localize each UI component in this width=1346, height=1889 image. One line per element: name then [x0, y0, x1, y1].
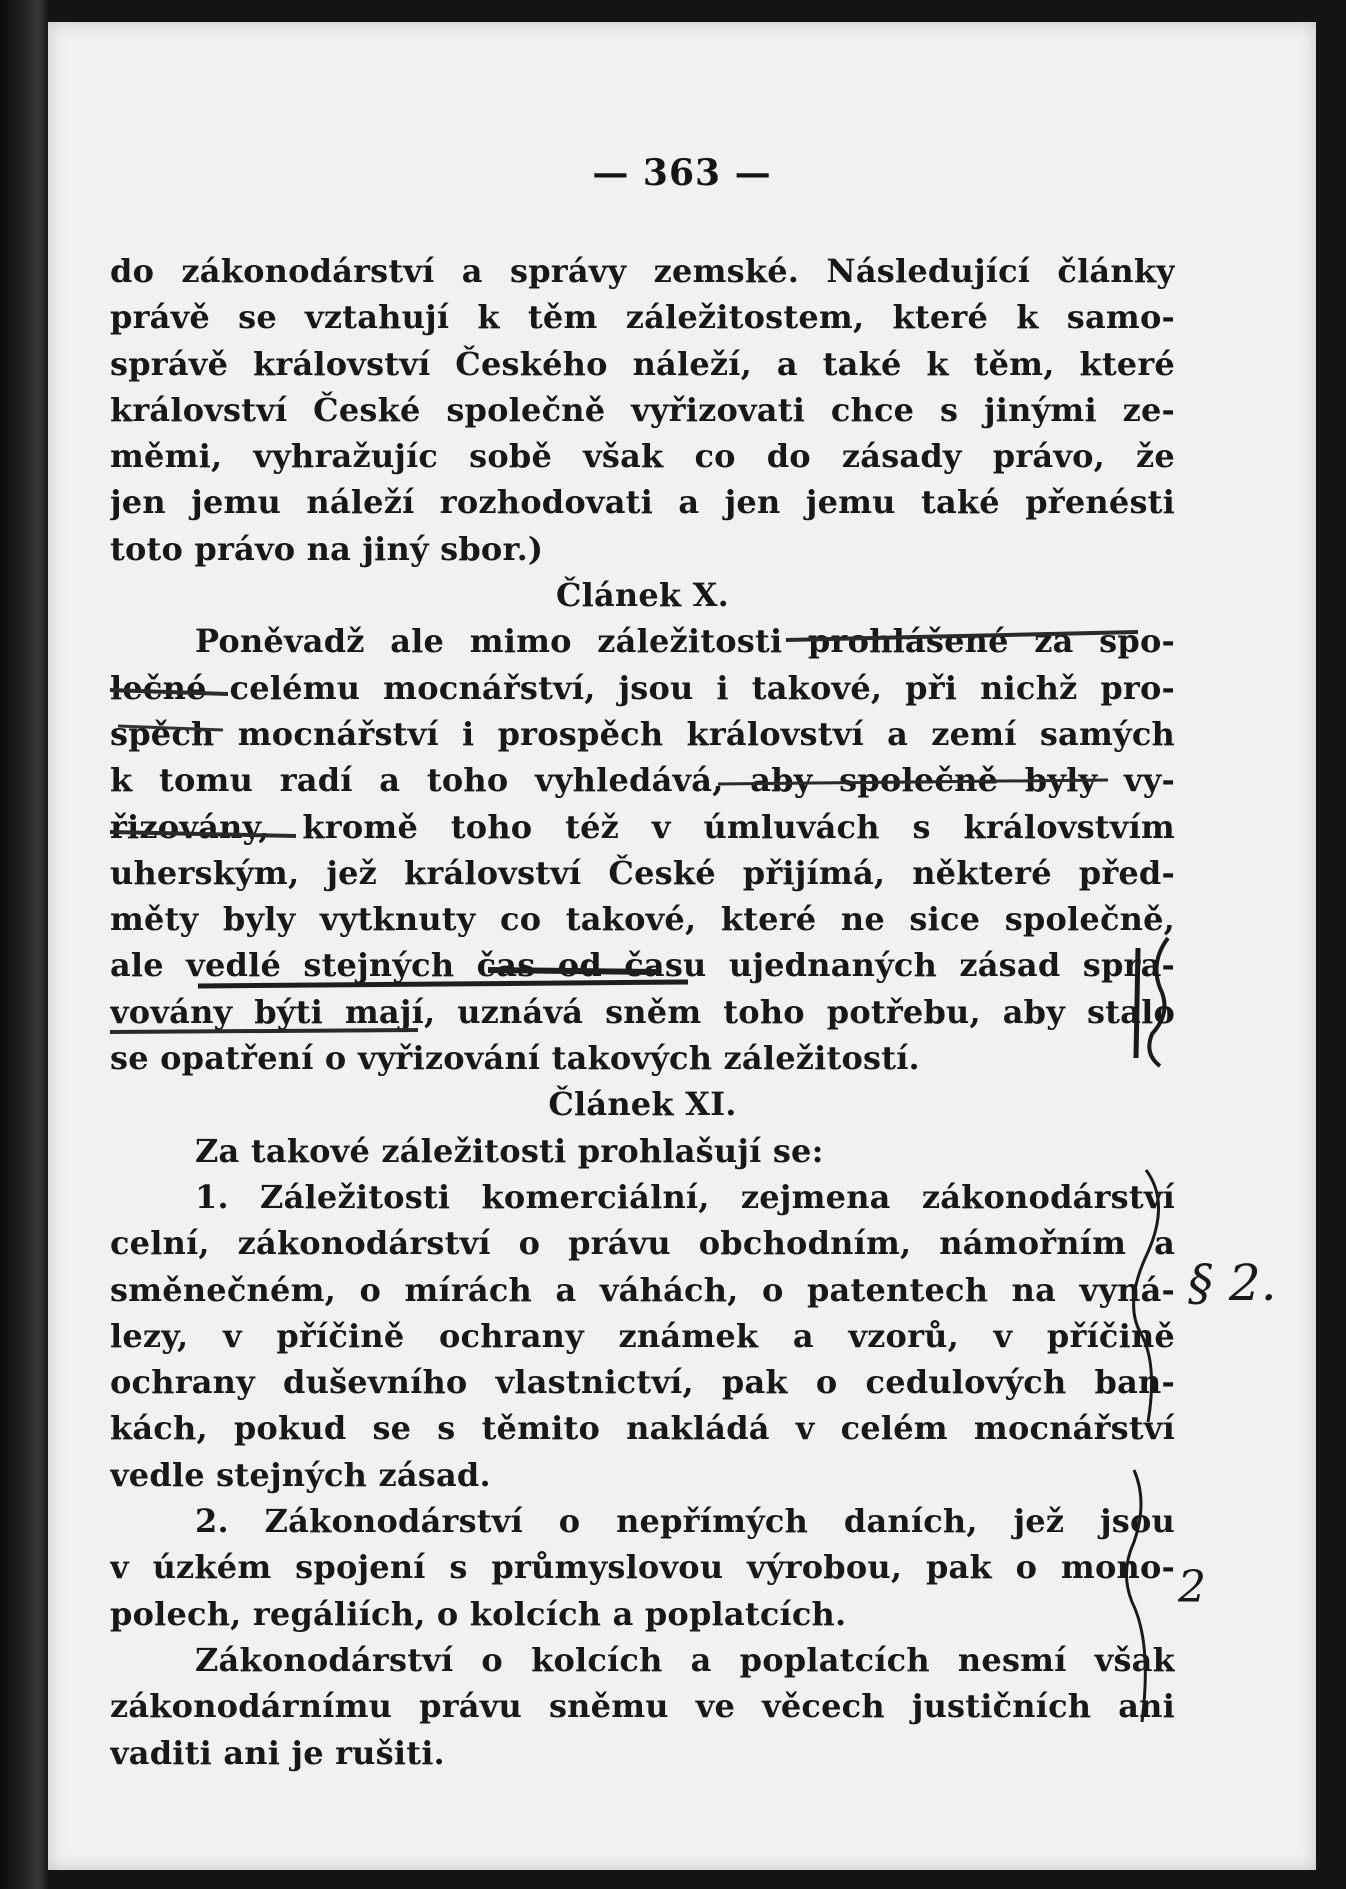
underline-mark: [488, 970, 658, 972]
underline-mark: [198, 982, 688, 986]
text-line: uherským, jež království České přijímá, některé před-: [110, 853, 1175, 892]
text-line: měty byly vytknuty co takové, které ne sice společně,: [110, 900, 1175, 939]
text-line: polech, regáliích, o kolcích a poplatcích.: [110, 1594, 847, 1633]
text-line: směnečném, o mírách a váhách, o patentech na vyná-: [110, 1270, 1175, 1309]
text-line: Za takové záležitosti prohlašují se:: [195, 1131, 824, 1170]
text-line: 1. Záležitosti komerciální, zejmena zákonodárství: [195, 1177, 1175, 1216]
underline-mark: [118, 726, 223, 730]
text-line: jen jemu náleží rozhodovati a jen jemu také přenésti: [110, 483, 1175, 522]
text-line: Poněvadž ale mimo záležitosti prohlášené za spo-: [195, 622, 1175, 661]
text-line: k tomu radí a toho vyhledává, aby společně byly vy-: [110, 761, 1175, 800]
text-line: právě se vztahují k těm záležitostem, které k samo-: [110, 298, 1175, 337]
brace-mark: [1126, 1470, 1145, 1722]
text-line: řizovány, kromě toho též v úmluvách s královstvím: [110, 807, 1175, 846]
underline-mark: [718, 780, 1108, 784]
text-line: království České společně vyřizovati chce s jinými ze-: [110, 390, 1175, 429]
book-page: [48, 22, 1316, 1870]
text-line: měmi, vyhražujíc sobě však co do zásady právo, že: [110, 437, 1175, 476]
text-line: celní, zákonodárství o právu obchodním, námořním a: [110, 1224, 1175, 1263]
brace-mark: [1136, 948, 1138, 1058]
brace-mark: [1149, 938, 1168, 1066]
text-line: vedle stejných zásad.: [110, 1455, 491, 1494]
underline-mark: [110, 832, 296, 836]
text-line: 2. Zákonodárství o nepřímých daních, jež jsou: [195, 1502, 1175, 1541]
text-line: vovány býti mají, uznává sněm toho potřebu, aby stalo: [110, 992, 1175, 1031]
text-line: ochrany duševního vlastnictví, pak o cedulových ban-: [110, 1363, 1175, 1402]
text-line: spěch mocnářství i prospěch království a zemí samých: [110, 714, 1175, 753]
text-line: lečné celému mocnářství, jsou i takové, při nichž pro-: [110, 668, 1175, 707]
text-line: do zákonodárství a správy zemské. Následující články: [110, 252, 1175, 290]
text-line: v úzkém spojení s průmyslovou výrobou, pak o mono-: [110, 1548, 1175, 1587]
text-line: kách, pokud se s těmito nakládá v celém mocnářství: [110, 1409, 1175, 1448]
book-binding-edge: [0, 0, 48, 1889]
underline-mark: [786, 632, 1138, 640]
text-line: zákonodárnímu právu sněmu ve věcech justičních ani: [110, 1687, 1175, 1726]
text-line: správě království Českého náleží, a také k těm, které: [110, 344, 1175, 383]
underline-mark: [110, 1030, 418, 1032]
page-number: — 363 —: [592, 152, 772, 194]
brace-mark: [1134, 1170, 1159, 1422]
text-line: Zákonodárství o kolcích a poplatcích nesmí však: [195, 1640, 1175, 1679]
text-line: toto právo na jiný sbor.): [110, 529, 544, 568]
underline-mark: [110, 690, 228, 694]
margin-note-number: 2: [1178, 1562, 1206, 1613]
text-line: vaditi ani je rušiti.: [110, 1733, 445, 1772]
margin-note-section: § 2.: [1188, 1254, 1277, 1312]
text-line: lezy, v příčině ochrany známek a vzorů, v příčině: [110, 1316, 1175, 1355]
article-heading: Článek X.: [555, 576, 730, 615]
article-heading: Článek XI.: [548, 1085, 737, 1124]
handwritten-annotations: [48, 22, 1316, 1870]
text-line: ale vedlé stejných čas od času ujednaných zásad spra-: [110, 946, 1175, 985]
text-line: se opatření o vyřizování takových záležitostí.: [110, 1039, 920, 1078]
